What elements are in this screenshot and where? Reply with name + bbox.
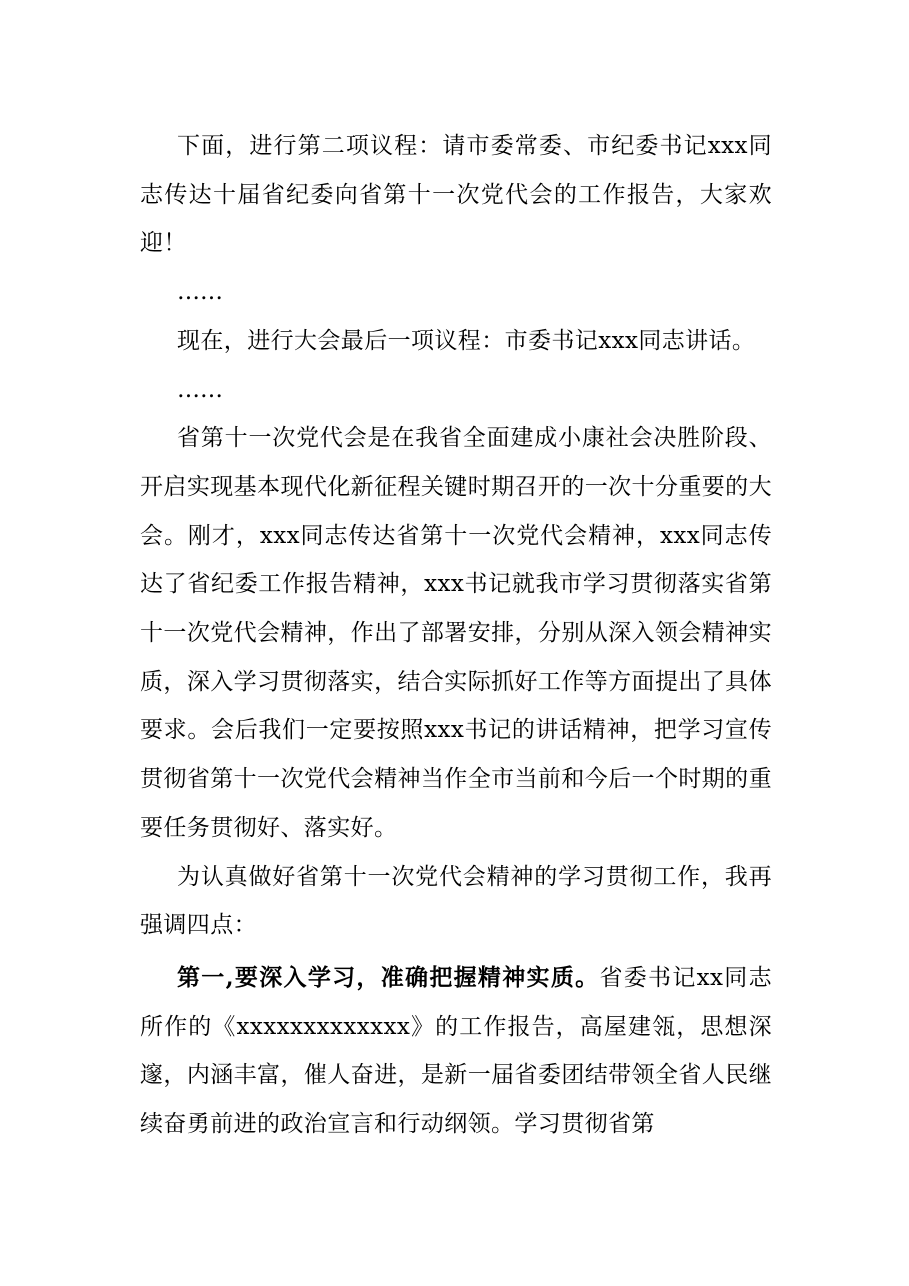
paragraph-four-points-intro: 为认真做好省第十一次党代会精神的学习贯彻工作，我再强调四点： bbox=[140, 863, 772, 939]
point-one-heading: 第一,要深入学习，准确把握精神实质。 bbox=[177, 963, 600, 991]
document-page bbox=[140, 122, 772, 1149]
paragraph-point-one bbox=[140, 954, 772, 1149]
paragraph-agenda-second: 下面，进行第二项议程：请市委常委、市纪委书记xxx同志传达十届省纪委向省第十一次党代会的工作报告，大家欢迎！ bbox=[140, 133, 772, 257]
ellipsis-2: …… bbox=[177, 376, 223, 403]
point-one-body: 省委书记xx同志所作的《xxxxxxxxxxxxx》的工作报告，高屋建瓴，思想深邃，内涵丰富，催人奋进，是新一届省委团结带领全省人民继续奋勇前进的政治宣言和行动纲领。学习贯彻省第 bbox=[140, 964, 772, 1138]
ellipsis-1: …… bbox=[177, 279, 223, 306]
paragraph-agenda-last: 现在，进行大会最后一项议程：市委书记xxx同志讲话。 bbox=[177, 327, 756, 354]
paragraph-congress-summary: 省第十一次党代会是在我省全面建成小康社会决胜阶段、开启实现基本现代化新征程关键时期召开的一次十分重要的大会。刚才，xxx同志传达省第十一次党代会精神，xxx同志传达了省纪委工作报告精神，xxx书记就我市学习贯彻落实省第十一次党代会精神，作出了部署安排，分别从深入领会精神实质，深入学习贯彻落实，结合实际抓好工作等方面提出了具体要求。会后我们一定要按照xxx书记的讲话精神，把学习宣传贯彻省第十一次党代会精神当作全市当前和今后一个时期的重要任务贯彻好、落实好。 bbox=[140, 425, 772, 841]
